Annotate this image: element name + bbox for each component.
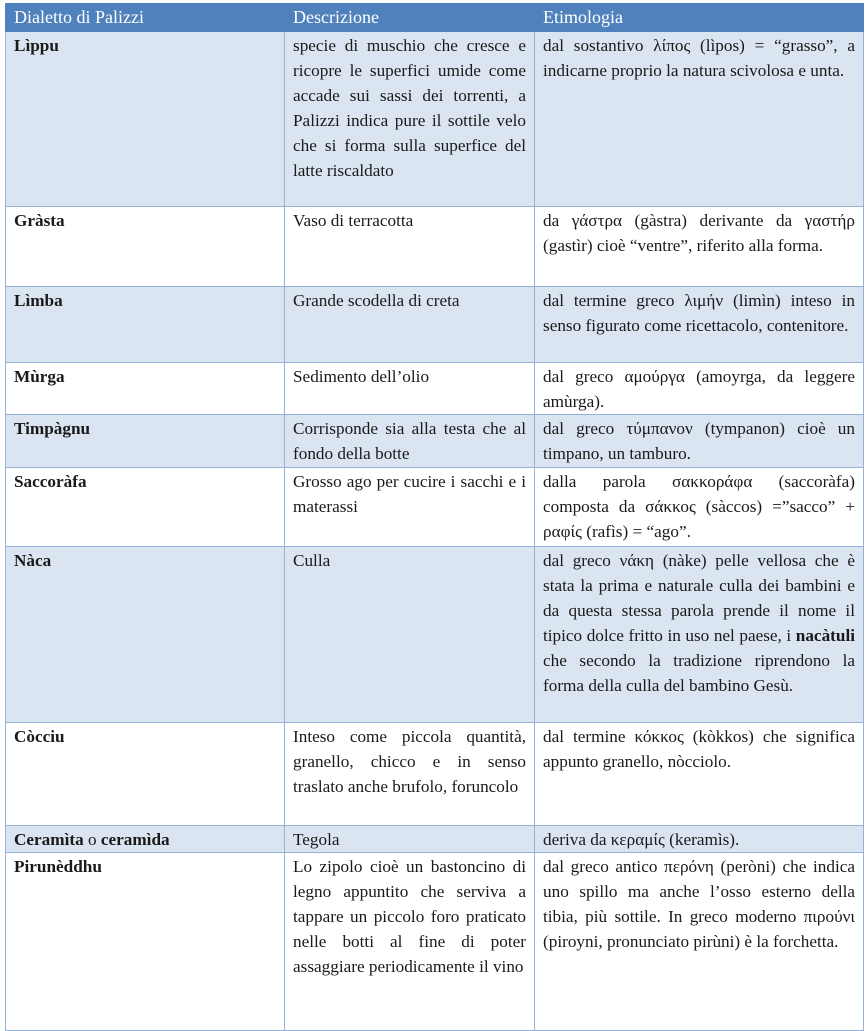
etymology-cell: dal greco antico περόνη (peròni) che indica uno spillo ma anche l’osso esterno della tibia, più sottile. In greco moderno πιρούνι (piroyni, pronunciato pirùni) è la forchetta. [535, 853, 864, 1031]
header-row [6, 4, 864, 32]
etymology-cell: deriva da κεραμίς (keramìs). [535, 826, 864, 853]
table-row [6, 32, 864, 207]
term-cell: Lìppu [6, 32, 285, 207]
term-variant-b: ceramìda [100, 830, 170, 849]
table-row [6, 287, 864, 363]
term-cell: Pirunèddhu [6, 853, 285, 1031]
term-separator: o [83, 830, 101, 849]
etymology-text: dal greco νάκη (nàke) pelle vellosa che è stata la prima e naturale culla dei bambini e da questa stessa parola prende il nome il tipico dolce fritto in uso nel paese, i [543, 551, 855, 645]
term-cell: Nàca [6, 547, 285, 723]
table-row [6, 853, 864, 1031]
header-dialect: Dialetto di Palizzi [6, 4, 285, 32]
description-cell: Culla [285, 547, 535, 723]
table-row [6, 723, 864, 826]
etymology-cell: dal greco αμούργα (amoyrga, da leggere amùrga). [535, 363, 864, 415]
description-cell: specie di muschio che cresce e ricopre le superfici umide come accade sui sassi dei torrenti, a Palizzi indica pure il sottile velo che si forma sulla superfice del latte riscaldato [285, 32, 535, 207]
etymology-cell: dal termine κόκκος (kòkkos) che significa appunto granello, nòcciolo. [535, 723, 864, 826]
term-cell: Mùrga [6, 363, 285, 415]
description-cell: Grosso ago per cucire i sacchi e i materassi [285, 468, 535, 547]
header-description: Descrizione [285, 4, 535, 32]
term-cell: Lìmba [6, 287, 285, 363]
description-cell: Inteso come piccola quantità, granello, chicco e in senso traslato anche brufolo, foruncolo [285, 723, 535, 826]
description-cell: Lo zipolo cioè un bastoncino di legno appuntito che serviva a tappare un piccolo foro praticato nelle botti al fine di poter assaggiare periodicamente il vino [285, 853, 535, 1031]
table-row [6, 363, 864, 415]
term-variant-a: Ceramìta [14, 830, 84, 849]
table-row [6, 826, 864, 853]
term-cell: Saccoràfa [6, 468, 285, 547]
description-cell: Vaso di terracotta [285, 207, 535, 287]
header-etymology: Etimologia [535, 4, 864, 32]
etymology-cell: dal greco τύμπανον (tympanon) cioè un timpano, un tamburo. [535, 415, 864, 468]
etymology-bold-term: nacàtuli [795, 626, 855, 645]
table-row [6, 468, 864, 547]
etymology-cell: dal sostantivo λίπος (lìpos) = “grasso”, a indicarne proprio la natura scivolosa e unta. [535, 32, 864, 207]
etymology-cell [535, 547, 864, 723]
etymology-cell: da γάστρα (gàstra) derivante da γαστήρ (gastìr) cioè “ventre”, riferito alla forma. [535, 207, 864, 287]
term-cell: Còcciu [6, 723, 285, 826]
table-row [6, 207, 864, 287]
table-row [6, 547, 864, 723]
description-cell: Sedimento dell’olio [285, 363, 535, 415]
etymology-cell: dal termine greco λιμήν (limìn) inteso in senso figurato come ricettacolo, contenitore. [535, 287, 864, 363]
description-cell: Tegola [285, 826, 535, 853]
etymology-cell: dalla parola σακκοράφα (saccoràfa) composta da σάκκος (sàccos) =”sacco” + ραφίς (rafìs) = “ago”. [535, 468, 864, 547]
term-cell: Gràsta [6, 207, 285, 287]
dialect-table [5, 3, 864, 1031]
etymology-text: che secondo la tradizione riprendono la forma della culla del bambino Gesù. [543, 651, 855, 695]
description-cell: Corrisponde sia alla testa che al fondo della botte [285, 415, 535, 468]
term-cell: Timpàgnu [6, 415, 285, 468]
term-cell [6, 826, 285, 853]
description-cell: Grande scodella di creta [285, 287, 535, 363]
table-row [6, 415, 864, 468]
